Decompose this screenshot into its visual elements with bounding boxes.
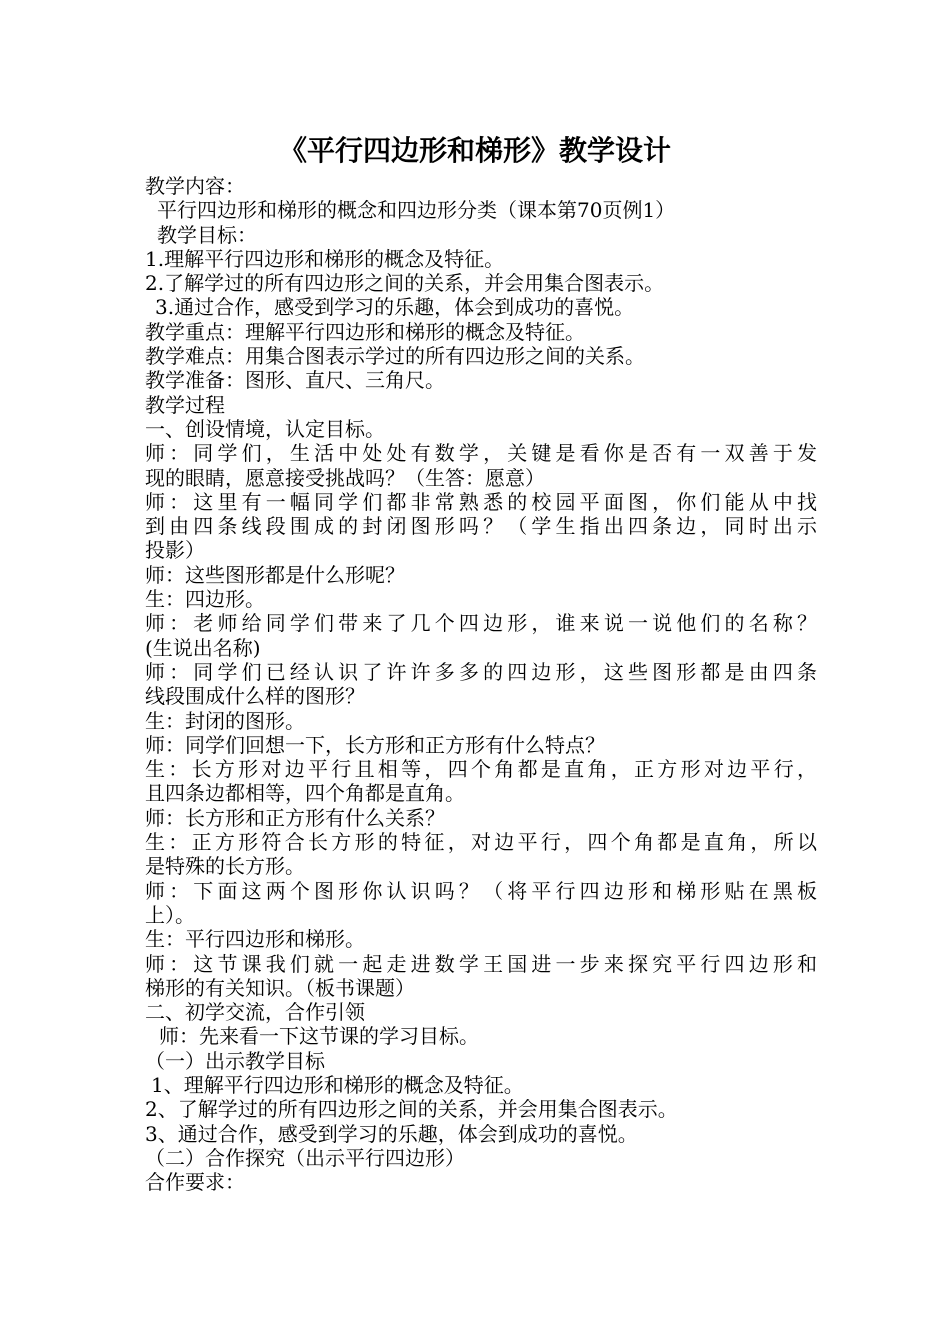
text-line: 师：同学们，生活中处处有数学，关键是看你是否有一双善于发 [145,441,817,466]
text-line: 3.通过合作，感受到学习的乐趣，体会到成功的喜悦。 [155,295,635,320]
text-line: 2.了解学过的所有四边形之间的关系，并会用集合图表示。 [145,271,665,296]
text-line: 师：这节课我们就一起走进数学王国进一步来探究平行四边形和 [145,951,817,976]
text-line: 师：先来看一下这节课的学习目标。 [159,1024,479,1049]
text-line: 教学重点：理解平行四边形和梯形的概念及特征。 [145,319,585,344]
text-line: 平行四边形和梯形的概念和四边形分类（课本第70页例1） [157,198,676,223]
text-line: 投影） [145,538,205,563]
text-line: 师：同学们已经认识了许许多多的四边形，这些图形都是由四条 [145,659,817,684]
text-line: 师：长方形和正方形有什么关系？ [145,805,445,830]
text-line: 生：封闭的图形。 [145,708,305,733]
text-line: 教学过程 [145,392,225,417]
text-line: 教学准备：图形、直尺、三角尺。 [145,368,445,393]
text-line: 梯形的有关知识。（板书课题） [145,975,415,1000]
text-line: 1、理解平行四边形和梯形的概念及特征。 [151,1072,524,1097]
text-line: 生：四边形。 [145,587,265,612]
text-line: 生：平行四边形和梯形。 [145,927,365,952]
text-line: 教学目标： [157,222,257,247]
text-line: 师：这里有一幅同学们都非常熟悉的校园平面图，你们能从中找 [145,489,817,514]
text-line: 2、了解学过的所有四边形之间的关系，并会用集合图表示。 [145,1097,678,1122]
text-line: 师：下面这两个图形你认识吗？（将平行四边形和梯形贴在黑板 [145,878,817,903]
text-line: 二、初学交流，合作引领 [145,1000,365,1025]
text-line: （一）出示教学目标 [145,1048,325,1073]
text-line: 一、创设情境，认定目标。 [145,416,385,441]
text-line: 3、通过合作，感受到学习的乐趣，体会到成功的喜悦。 [145,1121,638,1146]
text-line: 师：老师给同学们带来了几个四边形，谁来说一说他们的名称？ [145,611,817,636]
text-line: （二）合作探究（出示平行四边形） [145,1145,465,1170]
text-line: 1.理解平行四边形和梯形的概念及特征。 [145,246,505,271]
text-line: 且四条边都相等，四个角都是直角。 [145,781,465,806]
text-line: 合作要求： [145,1170,245,1195]
text-line: 师：这些图形都是什么形呢？ [145,562,405,587]
text-line: 到由四条线段围成的封闭图形吗？（学生指出四条边，同时出示 [145,514,817,539]
text-line: 教学内容： [145,174,245,198]
text-line: 教学难点：用集合图表示学过的所有四边形之间的关系。 [145,344,645,369]
text-line: 上）。 [145,902,195,927]
text-line: 生：长方形对边平行且相等，四个角都是直角，正方形对边平行， [145,757,817,782]
document-title: 《平行四边形和梯形》教学设计 [278,134,671,167]
text-line: 线段围成什么样的图形？ [145,684,365,709]
text-line: 现的眼睛，愿意接受挑战吗？（生答：愿意） [145,465,545,490]
text-line: 师：同学们回想一下，长方形和正方形有什么特点？ [145,732,605,757]
text-line: (生说出名称) [145,635,261,660]
text-line: 生：正方形符合长方形的特征，对边平行，四个角都是直角，所以 [145,830,817,855]
text-line: 是特殊的长方形。 [145,854,305,879]
document-body [145,174,817,1194]
